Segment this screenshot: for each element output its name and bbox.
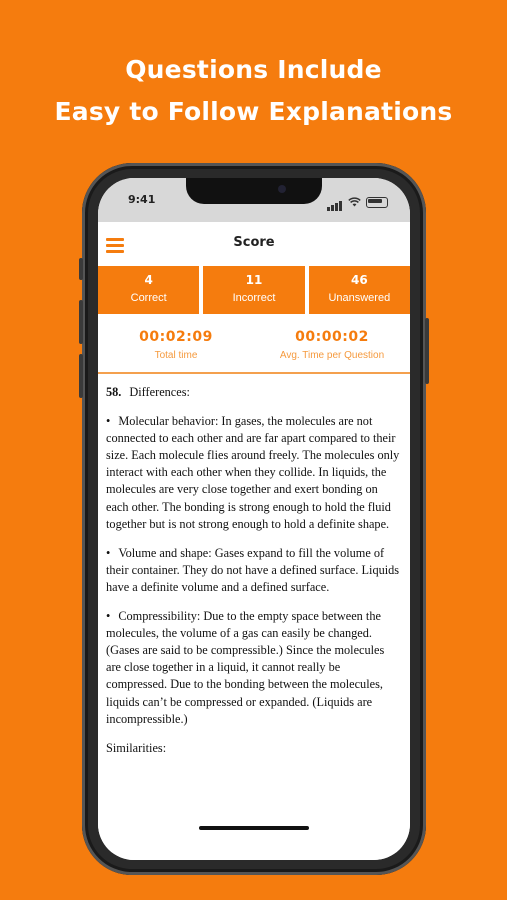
phone-screen xyxy=(98,178,410,860)
promo-headline-line1: Questions Include xyxy=(125,55,382,84)
battery-icon xyxy=(366,197,388,208)
volume-down-button xyxy=(79,354,83,398)
notch xyxy=(186,178,322,204)
stat-unanswered[interactable] xyxy=(309,266,410,314)
mute-switch xyxy=(79,258,83,280)
avg-time xyxy=(254,314,410,372)
paragraph-text: Volume and shape: Gases expand to fill the volume of their container. They do not have a defined surface. Liquids have a definite volume and a defined surface. xyxy=(106,545,400,594)
promo-headline-line2: Easy to Follow Explanations xyxy=(54,97,453,126)
stat-label: Unanswered xyxy=(328,292,391,304)
avg-time-value: 00:00:02 xyxy=(295,329,369,345)
similarities-heading: Similarities: xyxy=(106,740,167,755)
home-indicator[interactable] xyxy=(199,826,309,830)
explanation-paragraph xyxy=(106,545,402,596)
power-button xyxy=(425,318,429,384)
stat-label: Incorrect xyxy=(232,292,276,304)
stat-value: 11 xyxy=(245,273,263,287)
total-time-value: 00:02:09 xyxy=(139,329,213,345)
signal-icon xyxy=(327,193,343,211)
total-time-label: Total time xyxy=(154,350,198,361)
stat-value: 46 xyxy=(350,273,368,287)
explanation-paragraph xyxy=(106,413,402,533)
paragraph-text: Compressibility: Due to the empty space between the molecules, the volume of a gas can easily be changed. (Gases are said to be compressible.) Since the molecules are close together in a liquid, it cannot really be compressed. Due to the bonding between the molecules, liquids can’t be compressed or expanded. (Liquids are incompressible.) xyxy=(106,609,385,726)
page-title: Score xyxy=(233,235,275,250)
top-navbar xyxy=(98,222,410,266)
bullet: • xyxy=(106,414,111,429)
question-heading xyxy=(106,384,402,401)
status-icons xyxy=(327,193,388,211)
time-summary xyxy=(98,314,410,374)
status-bar xyxy=(98,178,410,222)
stat-label: Correct xyxy=(130,292,167,304)
avg-time-label: Avg. Time per Question xyxy=(279,350,385,361)
camera-icon xyxy=(278,185,286,193)
score-stats xyxy=(98,266,410,314)
stat-correct[interactable] xyxy=(98,266,199,314)
question-heading-text: Differences: xyxy=(129,385,190,399)
total-time xyxy=(98,314,254,372)
wifi-icon xyxy=(348,197,361,207)
stat-value: 4 xyxy=(144,273,153,287)
stat-incorrect[interactable] xyxy=(203,266,304,314)
question-number: 58. xyxy=(106,385,122,399)
bullet: • xyxy=(106,609,111,624)
volume-up-button xyxy=(79,300,83,344)
bullet: • xyxy=(106,545,111,560)
status-time: 9:41 xyxy=(128,193,156,206)
bottom-area xyxy=(98,810,410,860)
explanation-paragraph xyxy=(106,608,402,728)
paragraph-text: Molecular behavior: In gases, the molecules are not connected to each other and are far apart compared to their size. Each molecule flies around freely. The molecules only interact with each other when they collide. In liquids, the molecules are very close together and exert bonding on each other. The bonding is strong enough to hold the fluid together but is not strong enough to hold a definite shape. xyxy=(106,414,400,531)
explanation-content xyxy=(106,384,402,769)
